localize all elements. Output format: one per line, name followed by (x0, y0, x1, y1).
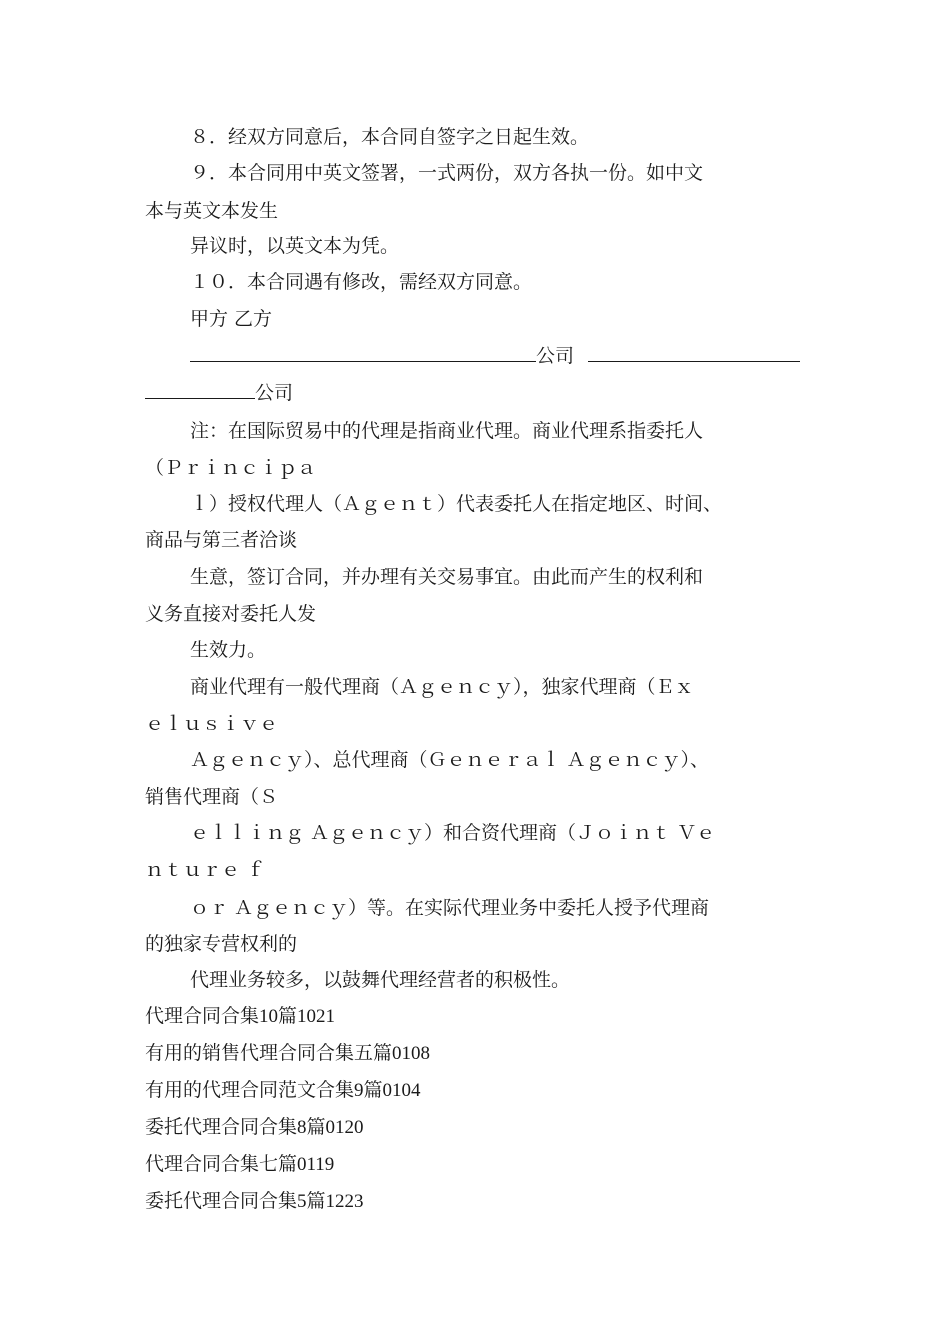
clause-10: １０．本合同遇有修改，需经双方同意。 (190, 271, 533, 293)
note-line-7: 生效力。 (190, 639, 267, 661)
party-b-blank-end (145, 380, 255, 399)
party-a-blank (190, 343, 536, 362)
note-line-8: 商业代理有一般代理商（Ａｇｅｎｃｙ），独家代理商（Ｅｘ (190, 676, 694, 698)
note-line-12: ｅｌｌｉｎｇ Ａｇｅｎｃｙ）和合资代理商（Ｊｏｉｎｔ Ｖｅ (190, 822, 716, 844)
signature-company-line-2 (145, 380, 825, 405)
related-document-link[interactable]: 代理合同合集10篇1021 (145, 1006, 336, 1027)
clause-9-line-3: 异议时，以英文本为凭。 (190, 235, 400, 257)
note-line-16: 代理业务较多，以鼓舞代理经营者的积极性。 (190, 969, 571, 991)
note-line-15: 的独家专营权利的 (145, 933, 298, 955)
note-line-4: 商品与第三者洽谈 (145, 529, 298, 551)
note-line-11: 销售代理商（Ｓ (145, 786, 279, 808)
related-document-link[interactable]: 有用的代理合同范文合集9篇0104 (145, 1080, 421, 1101)
party-b-blank-start (588, 343, 800, 362)
clause-8: ８．经双方同意后，本合同自签字之日起生效。 (190, 126, 590, 148)
note-line-13: ｎｔｕｒｅ ｆ (145, 859, 266, 881)
related-document-link[interactable]: 委托代理合同合集8篇0120 (145, 1117, 364, 1138)
party-a-company-label: 公司 (536, 345, 575, 367)
note-line-10: Ａｇｅｎｃｙ）、总代理商（Ｇｅｎｅｒａｌ Ａｇｅｎｃｙ）、 (190, 749, 710, 771)
clause-9-line-2: 本与英文本发生 (145, 200, 279, 222)
related-document-link[interactable]: 委托代理合同合集5篇1223 (145, 1191, 364, 1212)
note-line-3: ｌ）授权代理人（Ａｇｅｎｔ）代表委托人在指定地区、时间、 (190, 493, 723, 515)
related-document-link[interactable]: 有用的销售代理合同合集五篇0108 (145, 1043, 431, 1064)
signature-company-line (190, 343, 870, 368)
note-line-1: 注：在国际贸易中的代理是指商业代理。商业代理系指委托人 (190, 420, 704, 442)
note-line-5: 生意，签订合同，并办理有关交易事宜。由此而产生的权利和 (190, 566, 704, 588)
note-line-9: ｅｌｕｓｉｖｅ (145, 713, 279, 735)
note-line-6: 义务直接对委托人发 (145, 603, 317, 625)
clause-9-line-1: ９．本合同用中英文签署，一式两份，双方各执一份。如中文 (190, 162, 704, 184)
signature-parties: 甲方 乙方 (190, 308, 273, 330)
note-line-14: ｏｒ Ａｇｅｎｃｙ）等。在实际代理业务中委托人授予代理商 (190, 897, 710, 919)
related-document-link[interactable]: 代理合同合集七篇0119 (145, 1154, 335, 1175)
party-b-company-label: 公司 (255, 382, 294, 404)
note-line-2: （Ｐｒｉｎｃｉｐａ (145, 457, 317, 479)
